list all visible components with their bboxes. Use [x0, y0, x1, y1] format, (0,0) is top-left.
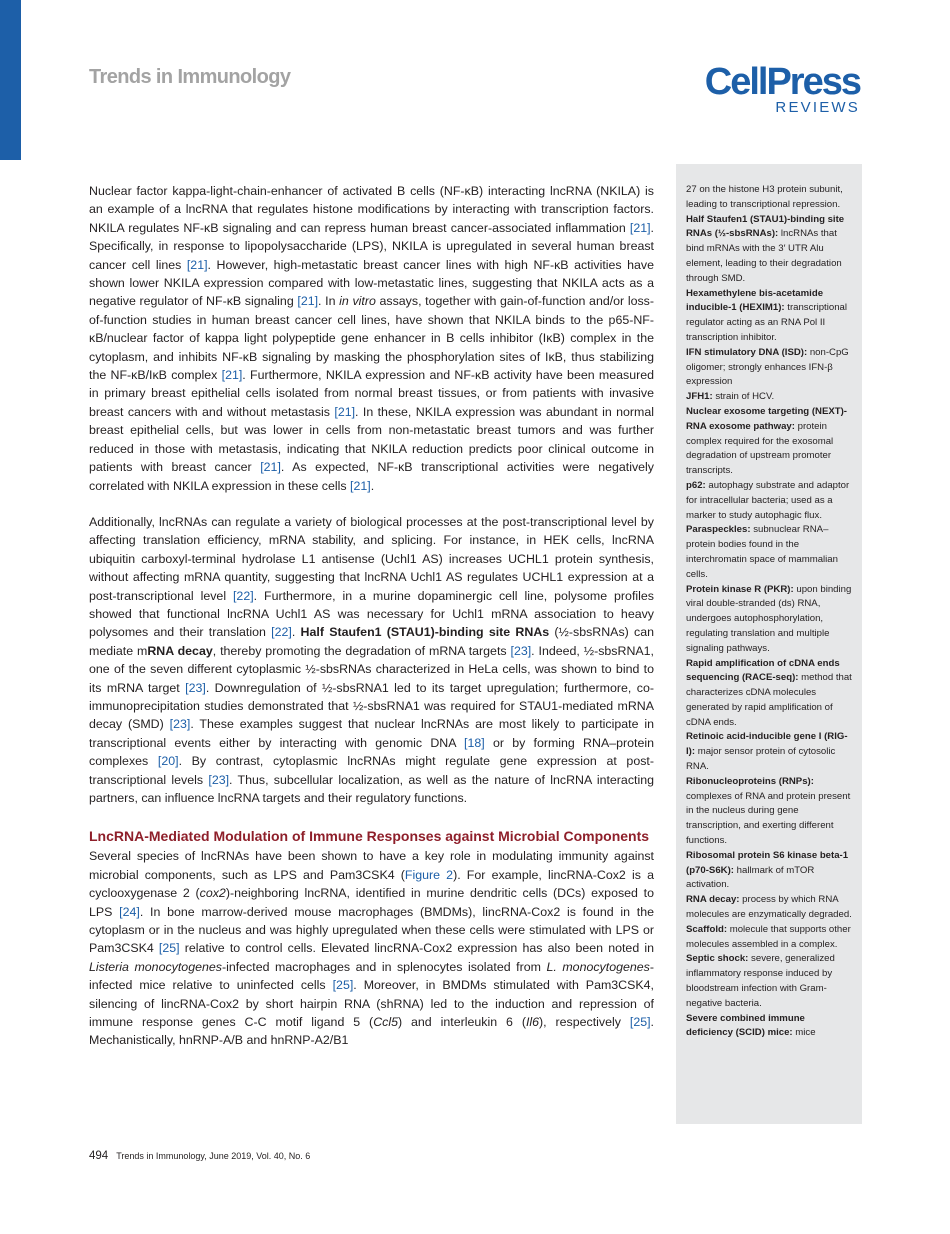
citation-link[interactable]: [21] [221, 368, 243, 383]
footer-citation: Trends in Immunology, June 2019, Vol. 40, No. 6 [116, 1151, 311, 1161]
glossary-entry: IFN stimulatory DNA (ISD): non-CpG oligomer; strongly enhances IFN-β expression [686, 346, 849, 388]
glossary-entry: Ribosomal protein S6 kinase beta-1 (p70-S6K): hallmark of mTOR activation. [686, 849, 849, 891]
page-footer [89, 1150, 310, 1162]
citation-link[interactable]: [23] [185, 680, 206, 695]
glossary-entry: Hexamethylene bis-acetamide inducible-1 (HEXIM1): transcriptional regulator acting as an RNA Pol II transcription inhibitor. [686, 287, 847, 343]
main-text-column [89, 182, 654, 1050]
glossary-entry: Protein kinase R (PKR): upon binding viral double-stranded (ds) RNA, undergoes autophosphorylation, regulating translation and multiple signaling pathways. [686, 583, 852, 654]
citation-link[interactable]: [22] [271, 625, 292, 640]
citation-link[interactable]: [25] [158, 941, 180, 956]
citation-link[interactable]: [21] [260, 460, 281, 475]
citation-link[interactable]: [18] [464, 735, 485, 750]
paragraph-post-transcriptional: Additionally, lncRNAs can regulate a variety of biological processes at the post-transcriptional level by affecting translation efficiency, mRNA stability, and splicing. For instance, in HEK cells, lncRNA ubiquitin carboxyl-terminal hydrolase L1 antisense (Uchl1 AS) increases UCHL1 protein synthesis, without affecting mRNA quantity, suggesting that lncRNA Uchl1 AS regulates UCHL1 expression at a post-transcriptional level [22]. Furthermore, in a murine dopaminergic cell line, polysome profiles showed that functional lncRNA Uchl1 AS was necessary for Uchl1 mRNA association to heavy polysomes and their translation [22]. Half Staufen1 (STAU1)-binding site RNAs (½-sbsRNAs) can mediate mRNA decay, thereby promoting the degradation of mRNA targets [23]. Indeed, ½-sbsRNA1, one of the seven different cytoplasmic ½-sbsRNAs characterized in HeLa cells, was shown to bind to its mRNA target [23]. Downregulation of ½-sbsRNA1 led to its target upregulation; furthermore, co-immunoprecipitation studies demonstrated that ½-sbsRNA1 was required for STAU1-mediated mRNA decay (SMD) [23]. These examples suggest that nuclear lncRNAs are most likely to participate in transcriptional events either by interacting with genomic DNA [18] or by forming RNA–protein complexes [20]. By contrast, cytoplasmic lncRNAs might regulate gene expression at post-transcriptional levels [23]. Thus, subcellular localization, as well as the nature of lncRNA interacting partners, can influence lncRNA targets and their regulatory functions. [89, 514, 654, 805]
cellpress-logo[interactable] [704, 61, 860, 116]
glossary-sidebar [676, 164, 862, 1124]
glossary-entry: RNA decay: process by which RNA molecules are enzymatically degraded. [686, 894, 852, 921]
paragraph-microbial: Several species of lncRNAs have been shown to have a key role in modulating immunity against microbial components, such as LPS and Pam3CSK4 (Figure 2). For example, lincRNA-Cox2 is a cyclooxygenase 2 (cox2)-neighboring lncRNA, identified in murine dendritic cells (DCs) exposed to LPS [24]. In bone marrow-derived mouse macrophages (BMDMs), lincRNA-Cox2 is found in the cytoplasm or in the nucleus and was highly upregulated when these cells were stimulated with LPS or Pam3CSK4 [25] relative to control cells. Elevated lincRNA-Cox2 expression has also been noted in Listeria monocytogenes-infected macrophages and in splenocytes isolated from L. monocytogenes-infected mice relative to uninfected cells [25]. Moreover, in BMDMs stimulated with Pam3CSK4, silencing of lincRNA-Cox2 by short hairpin RNA (shRNA) led to the induction and repression of immune response genes C-C motif ligand 5 (Ccl5) and interleukin 6 (Il6), respectively [25]. Mechanistically, hnRNP-A/B and hnRNP-A2/B1 [89, 849, 655, 1048]
page-number: 494 [89, 1150, 109, 1162]
citation-link[interactable]: [20] [157, 754, 179, 769]
glossary-entry: Retinoic acid-inducible gene I (RIG-I): major sensor protein of cytosolic RNA. [686, 731, 848, 773]
glossary-term-link: RNA decay [147, 643, 213, 658]
citation-link[interactable]: [25] [332, 978, 354, 993]
citation-link[interactable]: [23] [510, 643, 532, 658]
citation-link[interactable]: [21] [629, 220, 651, 235]
citation-link[interactable]: [23] [208, 772, 230, 787]
glossary-entry: JFH1: strain of HCV. [686, 391, 775, 403]
glossary-entry: Nuclear exosome targeting (NEXT)-RNA exosome pathway: protein complex required for the exosomal degradation of upstream promoter transcripts. [686, 405, 847, 477]
glossary-entry: Rapid amplification of cDNA ends sequencing (RACE-seq): method that characterizes cDNA molecules generated by rapid amplification of cDNA ends. [686, 657, 852, 728]
logo-subtitle: REVIEWS [775, 99, 860, 116]
citation-link[interactable]: [21] [186, 257, 208, 272]
citation-link[interactable]: [23] [169, 717, 191, 732]
journal-color-bar [0, 0, 21, 160]
citation-link[interactable]: [24] [119, 904, 140, 919]
citation-link[interactable]: [21] [297, 294, 319, 309]
glossary-entry: Ribonucleoproteins (RNPs): complexes of RNA and protein present in the nucleus during gene transcription, and exerting different functions. [686, 775, 851, 847]
journal-title: Trends in Immunology [89, 66, 291, 88]
logo-wordmark: CellPress [704, 61, 860, 103]
citation-link[interactable]: [21] [350, 478, 371, 493]
glossary-continuation: 27 on the histone H3 protein subunit, leading to transcriptional repression. [686, 184, 843, 210]
paragraph-nkila: Nuclear factor kappa-light-chain-enhancer of activated B cells (NF-κB) interacting lncRNA (NKILA) is an example of a lncRNA that regulates histone modifications by interacting with transcription factors. NKILA regulates NF-κB signaling and can repress human breast cancer-associated inflammation [21]. Specifically, in response to lipopolysaccharide (LPS), NKILA is upregulated in several human breast cancer cell lines [21]. However, high-metastatic breast cancer lines with high NF-κB activities have shown lower NKILA expression compared with low-metastatic lines, suggesting that NKILA acts as a negative regulator of NF-κB signaling [21]. In in vitro assays, together with gain-of-function and/or loss-of-function studies in human breast cancer cell lines, have shown that NKILA binds to the p65-NF-κB/nuclear factor of kappa light polypeptide gene enhancer in B cells inhibitor (IκB) complex in the cytoplasm, and inhibits NF-κB signaling by masking the phosphorylation sites of IκB, thus stabilizing the NF-κB/IκB complex [21]. Furthermore, NKILA expression and NF-κB activity have been measured in primary breast epithelial cells isolated from normal breast tissues, or from patients with invasive breast cancers with and without metastasis [21]. In these, NKILA expression was abundant in normal breast epithelial cells, but was lower in cells from non-metastatic breast tumors and was further reduced in those with metastasis, indicating that NKILA reduction predicts poor clinical outcome in patients with breast cancer [21]. As expected, NF-κB transcriptional activities were negatively correlated with NKILA expression in these cells [21]. [89, 184, 654, 493]
glossary-entry: Paraspeckles: subnuclear RNA–protein bodies found in the interchromatin space of mammalian cells. [686, 524, 838, 580]
citation-link[interactable]: [21] [334, 404, 356, 419]
citation-link[interactable]: [22] [232, 588, 254, 603]
glossary-entry: Scaffold: molecule that supports other molecules assembled in a complex. [686, 923, 851, 950]
glossary-entry: p62: autophagy substrate and adaptor for intracellular bacteria; used as a marker to study autophagic flux. [686, 479, 850, 521]
glossary-entry: Severe combined immune deficiency (SCID) mice: mice [686, 1012, 816, 1039]
glossary-entry: Septic shock: severe, generalized inflammatory response induced by bloodstream infection with Gram-negative bacteria. [686, 953, 835, 1009]
section-heading: LncRNA-Mediated Modulation of Immune Responses against Microbial Components [89, 828, 650, 845]
glossary-term-link: Half Staufen1 (STAU1)-binding site RNAs [300, 625, 550, 640]
citation-link[interactable]: [25] [629, 1015, 651, 1030]
glossary-entry: Half Staufen1 (STAU1)-binding site RNAs (½-sbsRNAs): lncRNAs that bind mRNAs with the 3′ UTR Alu element, leading to their degradation through SMD. [686, 213, 845, 284]
figure-link[interactable]: Figure 2 [404, 867, 454, 882]
